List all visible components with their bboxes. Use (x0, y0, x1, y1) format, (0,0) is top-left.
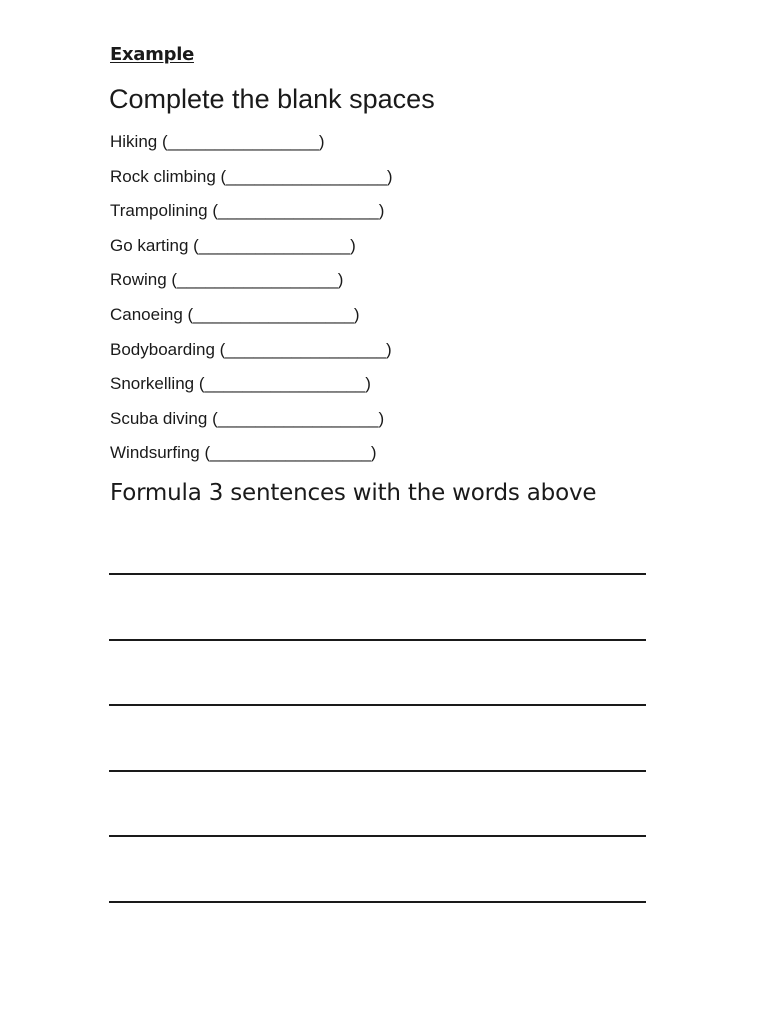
example-label: Example (110, 44, 194, 65)
writing-line[interactable] (109, 639, 646, 641)
writing-line[interactable] (109, 704, 646, 706)
activity-item-rowing: Rowing (_________________) (110, 270, 344, 290)
writing-line[interactable] (109, 770, 646, 772)
activity-item-windsurfing: Windsurfing (_________________) (110, 443, 377, 463)
sentence-task-heading: Formula 3 sentences with the words above (110, 480, 597, 506)
writing-line[interactable] (109, 901, 646, 903)
activity-item-scuba-diving: Scuba diving (_________________) (110, 408, 385, 428)
activity-item-bodyboarding: Bodyboarding (_________________) (110, 339, 392, 359)
writing-line[interactable] (109, 573, 646, 575)
activity-item-trampolining: Trampolining (_________________) (110, 201, 385, 221)
activity-item-go-karting: Go karting (________________) (110, 235, 356, 255)
activity-item-snorkelling: Snorkelling (_________________) (110, 374, 371, 394)
activity-item-canoeing: Canoeing (_________________) (110, 304, 360, 324)
writing-line[interactable] (109, 835, 646, 837)
activity-list (110, 131, 393, 477)
page-title: Complete the blank spaces (109, 84, 435, 114)
activity-item-hiking: Hiking (________________) (110, 132, 325, 151)
activity-item-rock-climbing: Rock climbing (_________________) (110, 166, 393, 186)
